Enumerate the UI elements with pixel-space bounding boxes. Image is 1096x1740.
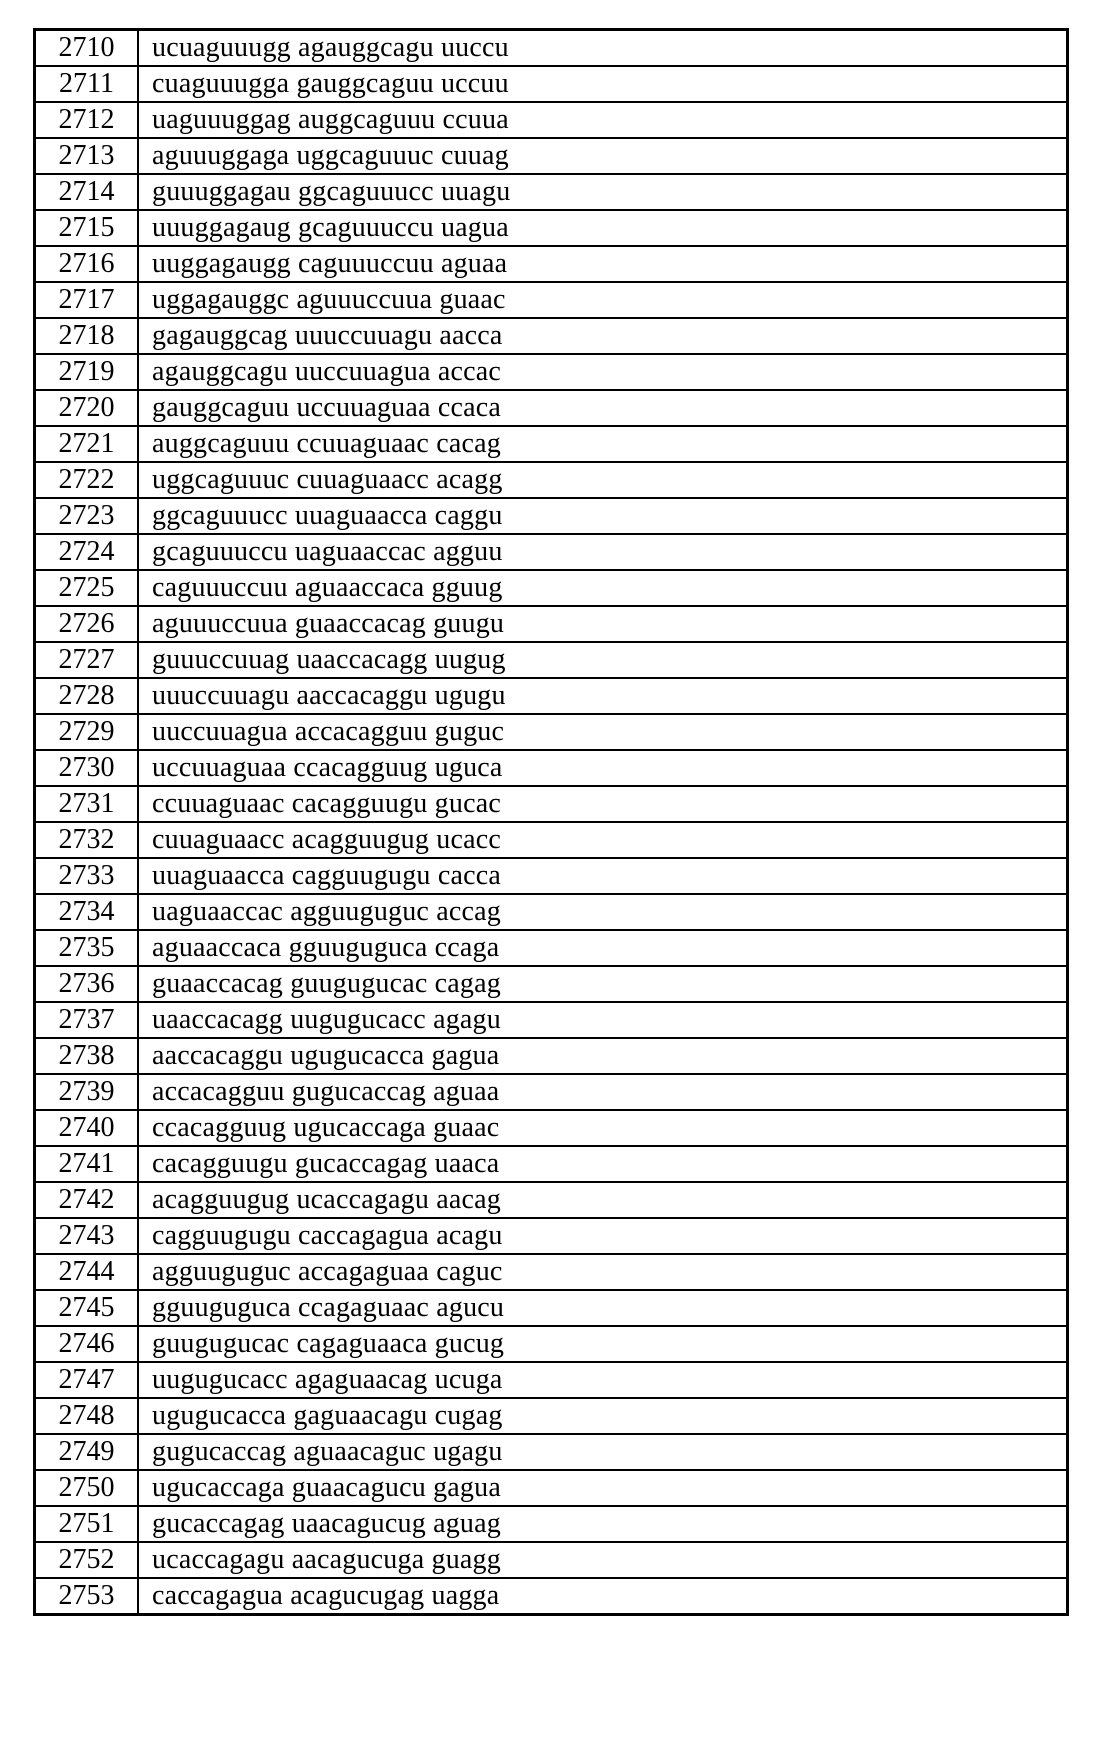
row-number: 2750 [35, 1470, 139, 1506]
row-sequence: ccacagguug ugucaccaga guaac [138, 1110, 1068, 1146]
table-row [35, 678, 1068, 714]
row-sequence: cuuaguaacc acagguugug ucacc [138, 822, 1068, 858]
row-number: 2715 [35, 210, 139, 246]
table-row [35, 1578, 1068, 1615]
row-sequence: uuuggagaug gcaguuuccu uagua [138, 210, 1068, 246]
row-number: 2729 [35, 714, 139, 750]
row-number: 2745 [35, 1290, 139, 1326]
row-sequence: ucuaguuugg agauggcagu uuccu [138, 30, 1068, 67]
row-number: 2746 [35, 1326, 139, 1362]
table-row [35, 1290, 1068, 1326]
row-sequence: aguaaccaca gguuguguca ccaga [138, 930, 1068, 966]
row-number: 2727 [35, 642, 139, 678]
row-number: 2721 [35, 426, 139, 462]
row-sequence: gauggcaguu uccuuaguaa ccaca [138, 390, 1068, 426]
row-sequence: gguuguguca ccagaguaac agucu [138, 1290, 1068, 1326]
row-sequence: uaguaaccac agguuguguc accag [138, 894, 1068, 930]
row-number: 2717 [35, 282, 139, 318]
row-sequence: gcaguuuccu uaguaaccac agguu [138, 534, 1068, 570]
row-number: 2725 [35, 570, 139, 606]
row-sequence: guuuggagau ggcaguuucc uuagu [138, 174, 1068, 210]
row-sequence: uuaguaacca cagguugugu cacca [138, 858, 1068, 894]
row-number: 2724 [35, 534, 139, 570]
row-number: 2723 [35, 498, 139, 534]
table-row [35, 138, 1068, 174]
row-number: 2736 [35, 966, 139, 1002]
row-number: 2719 [35, 354, 139, 390]
table-row [35, 1398, 1068, 1434]
row-number: 2740 [35, 1110, 139, 1146]
row-number: 2739 [35, 1074, 139, 1110]
row-sequence: guugugucac cagaguaaca gucug [138, 1326, 1068, 1362]
table-row [35, 1362, 1068, 1398]
row-number: 2752 [35, 1542, 139, 1578]
row-sequence: uccuuaguaa ccacagguug uguca [138, 750, 1068, 786]
row-number: 2738 [35, 1038, 139, 1074]
table-row [35, 642, 1068, 678]
row-sequence: aguuuggaga uggcaguuuc cuuag [138, 138, 1068, 174]
table-row [35, 1074, 1068, 1110]
table-row [35, 354, 1068, 390]
table-row [35, 534, 1068, 570]
row-number: 2716 [35, 246, 139, 282]
row-sequence: aaccacaggu ugugucacca gagua [138, 1038, 1068, 1074]
row-sequence: acagguugug ucaccagagu aacag [138, 1182, 1068, 1218]
table-row [35, 966, 1068, 1002]
table-row [35, 282, 1068, 318]
table-row [35, 390, 1068, 426]
table-row [35, 1434, 1068, 1470]
row-number: 2734 [35, 894, 139, 930]
row-sequence: cagguugugu caccagagua acagu [138, 1218, 1068, 1254]
row-number: 2731 [35, 786, 139, 822]
table-row [35, 66, 1068, 102]
table-row [35, 210, 1068, 246]
row-sequence: agauggcagu uuccuuagua accac [138, 354, 1068, 390]
row-number: 2718 [35, 318, 139, 354]
table-row [35, 174, 1068, 210]
row-number: 2726 [35, 606, 139, 642]
sequence-table-body [35, 30, 1068, 1615]
row-sequence: gugucaccag aguaacaguc ugagu [138, 1434, 1068, 1470]
table-row [35, 606, 1068, 642]
row-number: 2733 [35, 858, 139, 894]
row-sequence: gucaccagag uaacagucug aguag [138, 1506, 1068, 1542]
table-row [35, 1002, 1068, 1038]
row-sequence: guuuccuuag uaaccacagg uugug [138, 642, 1068, 678]
row-sequence: uaguuuggag auggcaguuu ccuua [138, 102, 1068, 138]
table-row [35, 1038, 1068, 1074]
row-sequence: uuggagaugg caguuuccuu aguaa [138, 246, 1068, 282]
row-sequence: ugucaccaga guaacagucu gagua [138, 1470, 1068, 1506]
table-row [35, 786, 1068, 822]
row-number: 2747 [35, 1362, 139, 1398]
table-row [35, 714, 1068, 750]
table-row [35, 894, 1068, 930]
row-number: 2735 [35, 930, 139, 966]
table-row [35, 1254, 1068, 1290]
table-row [35, 930, 1068, 966]
sequence-table [33, 28, 1069, 1616]
row-number: 2730 [35, 750, 139, 786]
table-row [35, 1470, 1068, 1506]
row-number: 2753 [35, 1578, 139, 1615]
table-row [35, 1326, 1068, 1362]
table-row [35, 1506, 1068, 1542]
table-row [35, 462, 1068, 498]
table-row [35, 1146, 1068, 1182]
row-sequence: uaaccacagg uugugucacc agagu [138, 1002, 1068, 1038]
table-row [35, 1182, 1068, 1218]
row-number: 2728 [35, 678, 139, 714]
table-row [35, 318, 1068, 354]
table-row [35, 426, 1068, 462]
row-number: 2742 [35, 1182, 139, 1218]
row-number: 2713 [35, 138, 139, 174]
row-number: 2741 [35, 1146, 139, 1182]
row-number: 2743 [35, 1218, 139, 1254]
row-sequence: ucaccagagu aacagucuga guagg [138, 1542, 1068, 1578]
table-row [35, 570, 1068, 606]
row-number: 2748 [35, 1398, 139, 1434]
row-sequence: caccagagua acagucugag uagga [138, 1578, 1068, 1615]
row-number: 2737 [35, 1002, 139, 1038]
row-sequence: ggcaguuucc uuaguaacca caggu [138, 498, 1068, 534]
row-sequence: ugugucacca gaguaacagu cugag [138, 1398, 1068, 1434]
row-sequence: cacagguugu gucaccagag uaaca [138, 1146, 1068, 1182]
row-sequence: ccuuaguaac cacagguugu gucac [138, 786, 1068, 822]
row-number: 2722 [35, 462, 139, 498]
table-row [35, 30, 1068, 67]
table-row [35, 102, 1068, 138]
row-sequence: agguuguguc accagaguaa caguc [138, 1254, 1068, 1290]
table-row [35, 246, 1068, 282]
row-number: 2714 [35, 174, 139, 210]
row-sequence: caguuuccuu aguaaccaca gguug [138, 570, 1068, 606]
row-sequence: uuccuuagua accacagguu guguc [138, 714, 1068, 750]
row-number: 2720 [35, 390, 139, 426]
table-row [35, 1218, 1068, 1254]
row-number: 2751 [35, 1506, 139, 1542]
row-sequence: uuuccuuagu aaccacaggu ugugu [138, 678, 1068, 714]
row-sequence: gagauggcag uuuccuuagu aacca [138, 318, 1068, 354]
row-sequence: accacagguu gugucaccag aguaa [138, 1074, 1068, 1110]
row-number: 2711 [35, 66, 139, 102]
table-row [35, 750, 1068, 786]
row-sequence: guaaccacag guugugucac cagag [138, 966, 1068, 1002]
row-sequence: cuaguuugga gauggcaguu uccuu [138, 66, 1068, 102]
row-sequence: uugugucacc agaguaacag ucuga [138, 1362, 1068, 1398]
table-row [35, 858, 1068, 894]
table-row [35, 1110, 1068, 1146]
row-sequence: auggcaguuu ccuuaguaac cacag [138, 426, 1068, 462]
row-number: 2749 [35, 1434, 139, 1470]
row-number: 2710 [35, 30, 139, 67]
table-row [35, 498, 1068, 534]
table-row [35, 822, 1068, 858]
row-number: 2732 [35, 822, 139, 858]
row-sequence: aguuuccuua guaaccacag guugu [138, 606, 1068, 642]
row-number: 2744 [35, 1254, 139, 1290]
table-row [35, 1542, 1068, 1578]
row-sequence: uggcaguuuc cuuaguaacc acagg [138, 462, 1068, 498]
row-number: 2712 [35, 102, 139, 138]
row-sequence: uggagauggc aguuuccuua guaac [138, 282, 1068, 318]
